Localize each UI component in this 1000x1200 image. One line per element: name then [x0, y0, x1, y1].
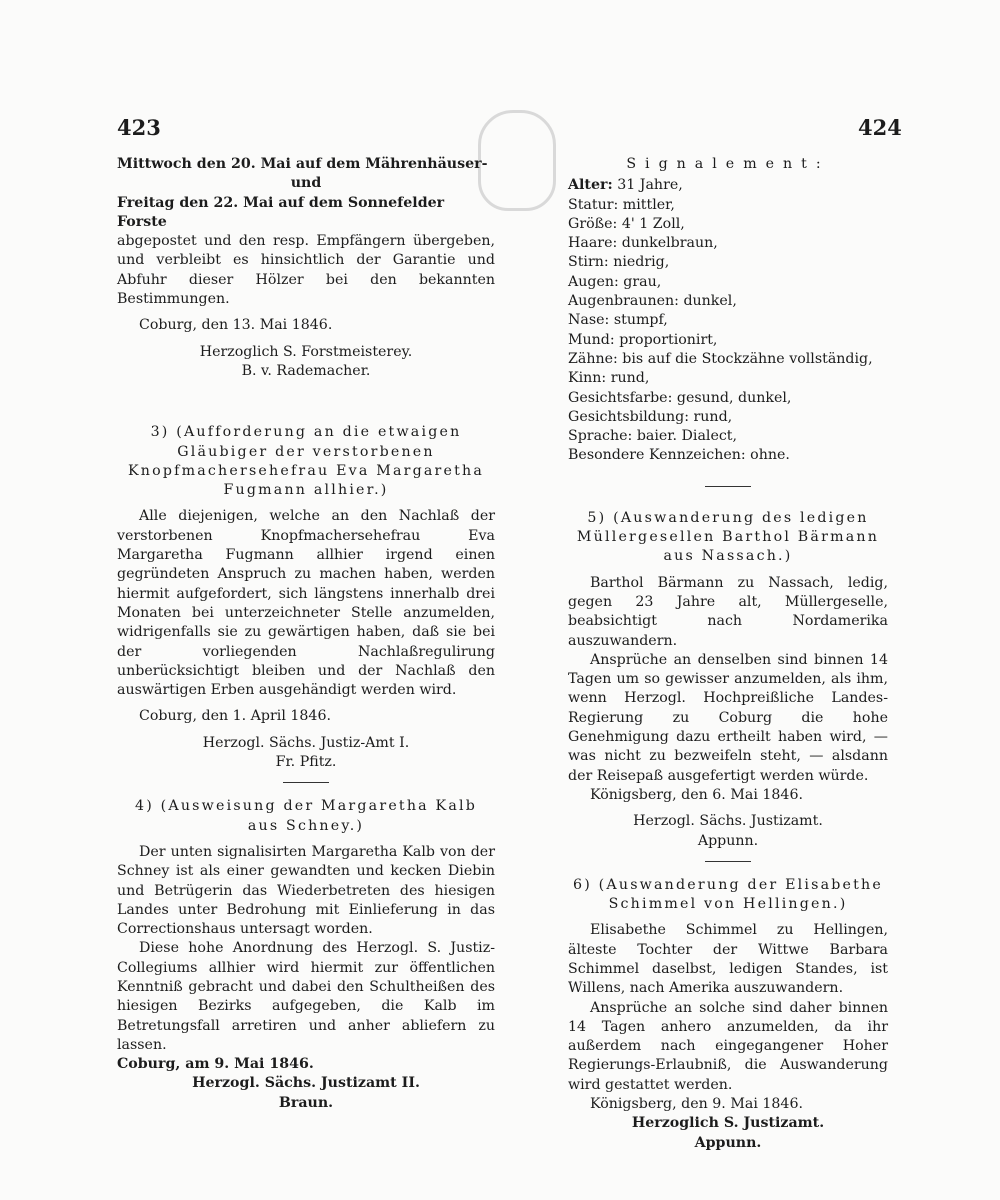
- signalement-value: 4' 1 Zoll,: [621, 215, 685, 232]
- signature-office-1: Herzoglich S. Forstmeisterey.: [199, 343, 413, 360]
- signalement-key: Kinn:: [568, 370, 607, 387]
- intro-line-1: Mittwoch den 20. Mai auf dem Mährenhäuser-: [117, 156, 488, 172]
- signalement-value: dunkelbraun,: [621, 235, 718, 252]
- signature-office-6: Herzoglich S. Justizamt.: [631, 1115, 825, 1132]
- signalement-key: Alter:: [568, 177, 613, 194]
- signalement-key: Augenbraunen:: [568, 293, 679, 310]
- notice-5-body-2: Ansprüche an denselben sind binnen 14 Tagen um so gewisser anzumelden, als ihm, wenn Herzogl. Hochpreißliche Landes-Regierung zu Coburg die hohe Genehmigung dazu ertheilt haben wird, — was nicht zu bezweifeln steht, — alsdann der Reisepaß ausgefertigt werden würde.: [568, 651, 888, 784]
- signalement-value: mittler,: [622, 196, 675, 213]
- notice-5-heading: 5) (Auswanderung des ledigen Müllergesellen Barthol Bärmann aus Nassach.): [576, 509, 880, 565]
- notice-6-body-1: Elisabethe Schimmel zu Hellingen, älteste Tochter der Wittwe Barbara Schimmel daselbst, ledigen Standes, ist Willens, nach Amerika auszuwandern.: [568, 922, 888, 997]
- page-number-left: 423: [117, 115, 161, 140]
- signature-office-5: Herzogl. Sächs. Justizamt.: [633, 813, 823, 830]
- signalement-key: Größe:: [568, 215, 618, 232]
- date-1: Coburg, den 13. Mai 1846.: [139, 317, 333, 334]
- signalement-key: Mund:: [568, 331, 615, 348]
- signalement-value: niedrig,: [613, 254, 670, 271]
- page-number-right: 424: [858, 115, 902, 140]
- signalement-value: proportionirt,: [619, 331, 718, 348]
- signalement-value: baier. Dialect,: [636, 428, 738, 445]
- signalement-row: [568, 369, 888, 388]
- notice-3-heading: 3) (Aufforderung an die etwaigen Gläubiger der verstorbenen Knopfmachersehefrau Eva Margaretha Fugmann allhier.): [127, 424, 485, 499]
- signalement-row: [568, 215, 888, 234]
- signature-name-5: Appunn.: [697, 832, 759, 849]
- signalement-value: rund,: [693, 408, 733, 425]
- signalement-list: [568, 176, 888, 465]
- divider-rule: [705, 486, 751, 487]
- signalement-row: [568, 331, 888, 350]
- signalement-key: Augen:: [568, 273, 619, 290]
- signalement-row: [568, 273, 888, 292]
- signalement-value: gesund, dunkel,: [676, 389, 792, 406]
- divider-rule: [283, 782, 329, 783]
- intro-line-2: und: [290, 175, 322, 192]
- signature-name-1: B. v. Rademacher.: [241, 362, 371, 379]
- signalement-row: [568, 234, 888, 253]
- signalement-key: Stirn:: [568, 254, 609, 271]
- signalement-row: [568, 389, 888, 408]
- signalement-key: Gesichtsbildung:: [568, 408, 689, 425]
- right-column: [568, 155, 888, 1153]
- signature-office-3: Herzogl. Sächs. Justiz-Amt I.: [202, 734, 410, 751]
- signalement-key: Statur:: [568, 196, 619, 213]
- signalement-key: Besondere Kennzeichen:: [568, 447, 746, 464]
- date-3: Coburg, den 1. April 1846.: [139, 708, 331, 725]
- signalement-row: [568, 292, 888, 311]
- signalement-row: [568, 446, 888, 465]
- notice-5-body-1: Barthol Bärmann zu Nassach, ledig, gegen 23 Jahre alt, Müllergeselle, beabsichtigt nach Nordamerika auszuwandern.: [568, 574, 888, 649]
- notice-4-heading: 4) (Ausweisung der Margaretha Kalb aus Schney.): [134, 798, 478, 834]
- signature-name-4: Braun.: [278, 1094, 334, 1111]
- signature-name-3: Fr. Pfitz.: [275, 754, 337, 771]
- signalement-key: Nase:: [568, 312, 610, 329]
- date-5: Königsberg, den 6. Mai 1846.: [590, 786, 803, 803]
- divider-rule: [705, 861, 751, 862]
- signalement-value: stumpf,: [613, 312, 668, 329]
- signalement-value: ohne.: [750, 447, 790, 464]
- signalement-row: [568, 196, 888, 215]
- signalement-key: Gesichtsfarbe:: [568, 389, 673, 406]
- signalement-key: Haare:: [568, 235, 618, 252]
- notice-4-body-2: Diese hohe Anordnung des Herzogl. S. Justiz-Collegiums allhier wird hiermit zur öffentlichen Kenntniß gebracht und dabei den Schultheißen des hiesigen Bezirks aufgegeben, die Kalb im Betretungsfall arretiren und anher abliefern zu lassen.: [117, 940, 495, 1053]
- date-4: Coburg, am 9. Mai 1846.: [117, 1056, 314, 1073]
- notice-3-body: Alle diejenigen, welche an den Nachlaß der verstorbenen Knopfmachersehefrau Eva Margaretha Fugmann allhier irgend einen gegründeten Anspruch zu machen haben, werden hiermit aufgefordert, sich längstens innerhalb drei Monaten bei unterzeichneter Stelle anzumelden, widrigenfalls sie zu gewärtigen haben, daß sie bei der vorliegenden Nachlaßregulirung unberücksichtigt bleiben und der Nachlaß den auswärtigen Erben ausgehändigt werden wird.: [117, 508, 495, 699]
- notice-6-body-2: Ansprüche an solche sind daher binnen 14 Tagen anhero anzumelden, da ihr außerdem nach eingegangener Hoher Regierungs-Erlaubniß, die Auswanderung wird gestattet werden.: [568, 999, 888, 1093]
- signalement-key: Zähne:: [568, 350, 618, 367]
- signalement-row: [568, 427, 888, 446]
- signalement-title: Signalement:: [626, 156, 830, 172]
- signalement-row: [568, 176, 888, 195]
- signalement-value: grau,: [623, 273, 662, 290]
- signalement-value: rund,: [610, 370, 650, 387]
- signalement-key: Sprache:: [568, 428, 633, 445]
- date-6: Königsberg, den 9. Mai 1846.: [590, 1096, 803, 1113]
- signalement-value: bis auf die Stockzähne vollständig,: [622, 350, 873, 367]
- intro-body: abgepostet und den resp. Empfängern übergeben, und verbleibt es hinsichtlich der Garantie und Abfuhr dieser Hölzer bei den bekannten Bestimmungen.: [117, 233, 495, 308]
- signature-office-4: Herzogl. Sächs. Justizamt II.: [192, 1075, 420, 1092]
- signalement-row: [568, 311, 888, 330]
- notice-6-heading: 6) (Auswanderung der Elisabethe Schimmel von Hellingen.): [573, 876, 883, 913]
- signalement-row: [568, 408, 888, 427]
- left-column: [117, 155, 495, 1113]
- signalement-value: 31 Jahre,: [617, 177, 683, 194]
- signalement-row: [568, 253, 888, 272]
- signature-name-6: Appunn.: [694, 1134, 762, 1151]
- signalement-row: [568, 350, 888, 369]
- intro-line-3: Freitag den 22. Mai auf dem Sonnefelder Forste: [117, 194, 445, 230]
- signalement-value: dunkel,: [683, 293, 737, 310]
- notice-4-body-1: Der unten signalisirten Margaretha Kalb von der Schney ist als einer gewandten und kecken Diebin und Betrügerin das Wiederbetreten des hiesigen Landes unter Bedrohung mit Einlieferung in das Correctionshaus untersagt worden.: [117, 843, 495, 938]
